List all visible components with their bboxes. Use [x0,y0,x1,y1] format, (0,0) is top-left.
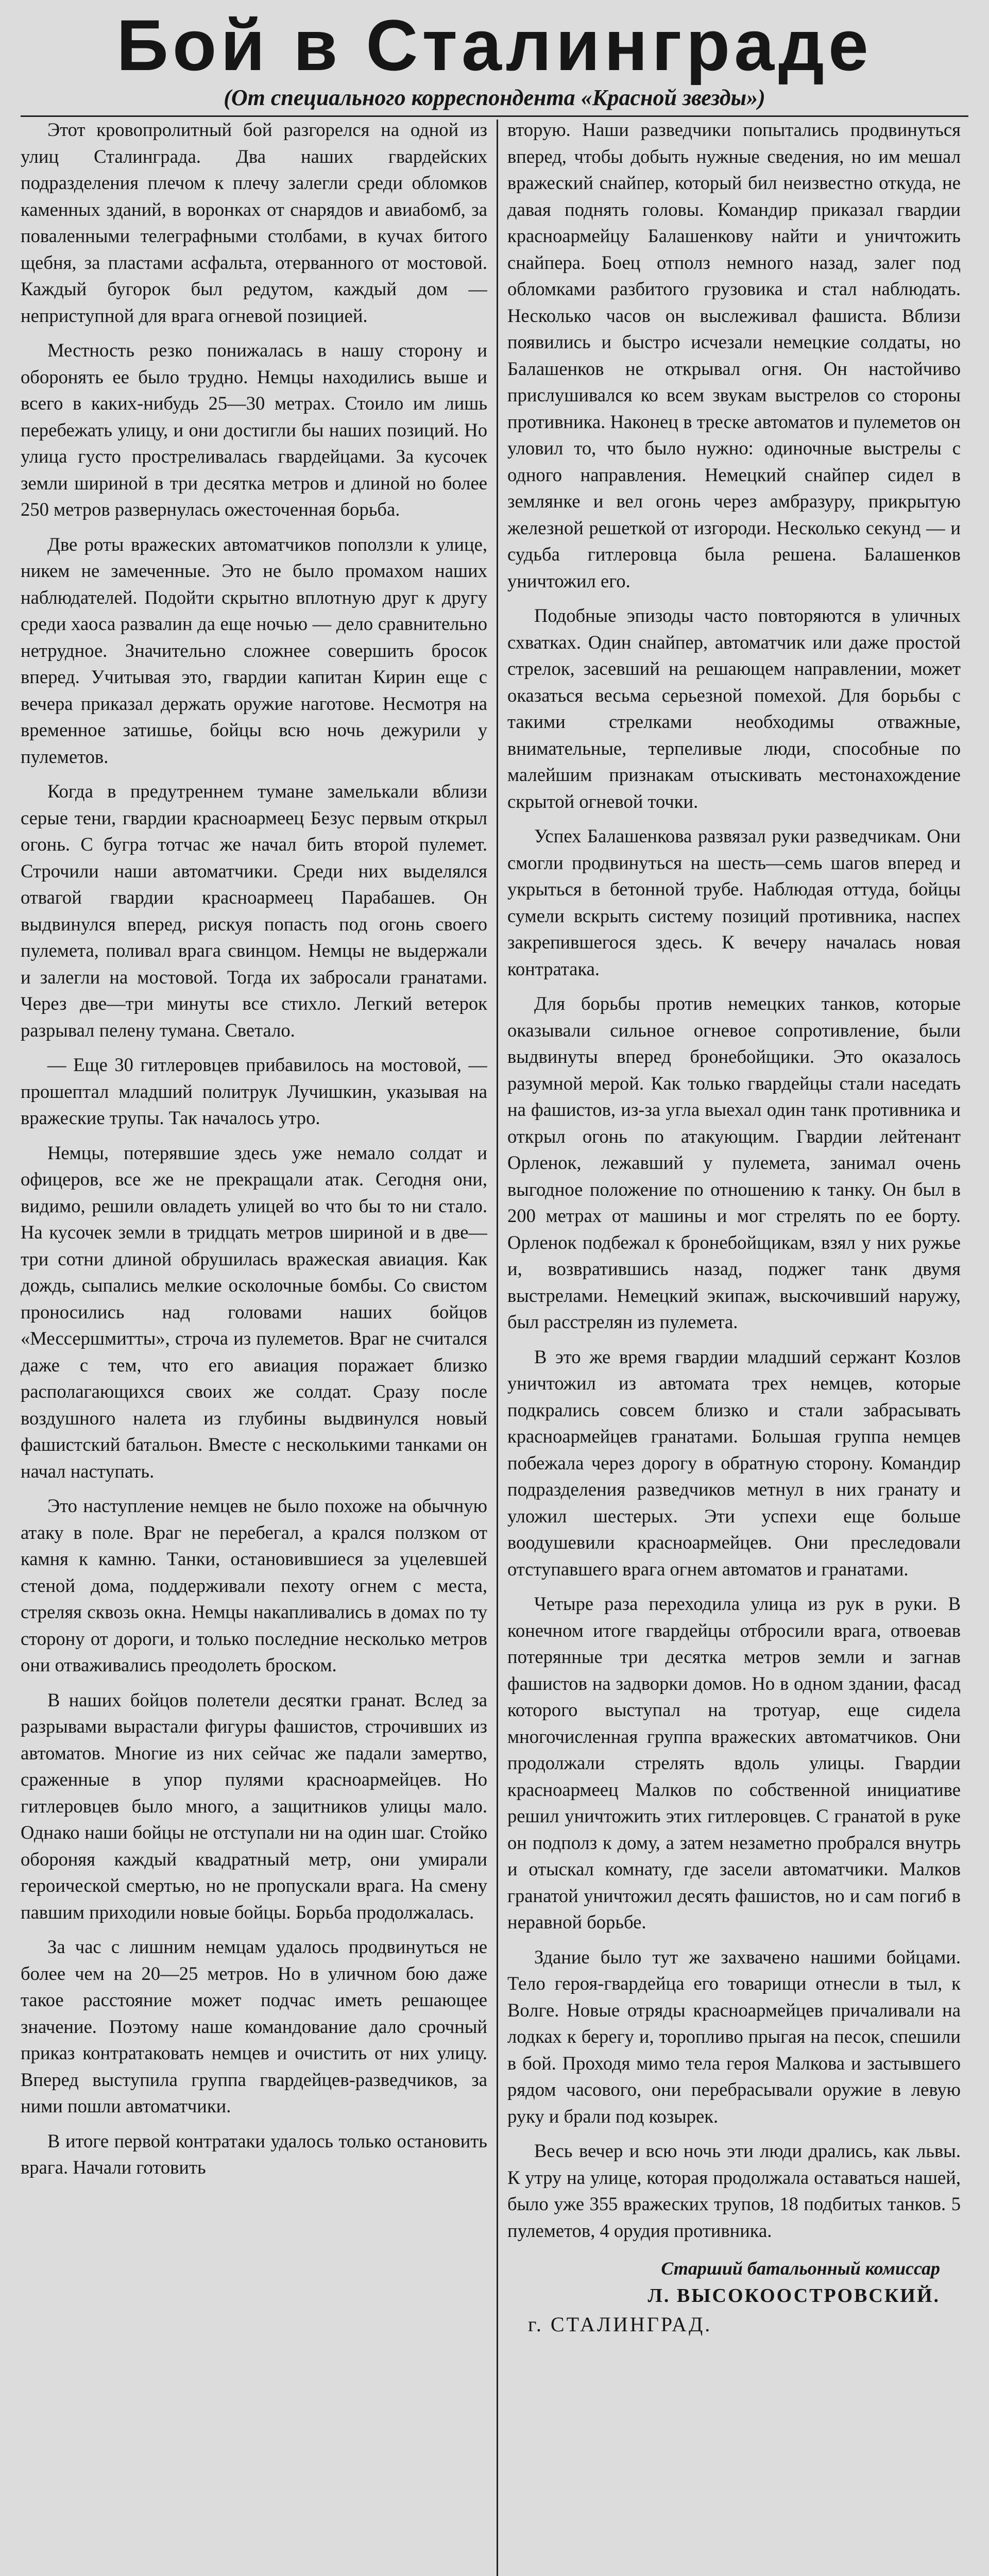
paragraph: Немцы, потерявшие здесь уже немало солдат и офицеров, все же не прекращали атак. Сегодня они, видимо, решили овладеть улицей во что бы то ни стало. На кусочек земли в тридцать метров шириной и в две—три сотни длиной обрушилась вражеская авиация. Как дождь, сыпались мелкие осколочные бомбы. Со свистом проносились над головами наших бойцов «Мессершмитты», строча из пулеметов. Враг не считался даже с тем, что его авиация поражает близко располагающихся своих же солдат. Сразу после воздушного налета из глубины выдвинулся новый фашистский батальон. Вместе с несколькими танками он начал наступать. [21,1142,487,1482]
paragraph: В это же время гвардии младший сержант Козлов уничтожил из автомата трех немцев, которые подкрались совсем близко и стали забрасывать красноармейцев гранатами. Большая группа немцев побежала через дорогу в обратную сторону. Командир подразделения разведчиков метнул в них гранату и уложил шестерых. Эти успехи еще больше воодушевили красноармейцев. Они преследовали отступавшего врага огнем автоматов и гранатами. [507,1346,961,1580]
signature-name: Л. ВЫСОКООСТРОВСКИЙ. [647,2285,940,2307]
paragraph: Для борьбы против немецких танков, которые оказывали сильное огневое сопротивление, были выдвинуты вперед бронебойщики. Это оказалось разумной мерой. Как только гвардейцы стали наседать на фашистов, из-за угла выехал один танк противника и открыл огонь по атакующим. Гвардии лейтенант Орленок, лежавший у пулемета, занимал очень выгодное положение по отношению к танку. Он был в 200 метрах от машины и мог стрелять по ее борту. Орленок подбежал к бронебойщикам, взял у них ружье и, возвратившись назад, поджег танк двумя выстрелами. Немецкий экипаж, выскочивший наружу, был расстрелян из пулемета. [507,993,961,1332]
paragraph: В итоге первой контратаки удалось только остановить врага. Начали готовить [21,2130,487,2178]
paragraph: Успех Балашенкова развязал руки разведчикам. Они смогли продвинуться на шесть—семь шагов вперед и укрыться в бетонной трубе. Наблюдая оттуда, бойцы сумели вскрыть систему позиций противника, наспех закрепившегося здесь. К вечеру началась новая контратака. [507,825,961,979]
paragraph: Подобные эпизоды часто повторяются в уличных схватках. Один снайпер, автоматчик или даже простой стрелок, засевший на решающем направлении, может оказаться весьма серьезной помехой. Для борьбы с такими стрелками необходимы отважные, внимательные, терпеливые люди, способные по малейшим признакам отыскивать местонахождение скрытой огневой точки. [507,605,961,812]
paragraph: Четыре раза переходила улица из рук в руки. В конечном итоге гвардейцы отбросили врага, отвоевав потерянные три десятка метров земли и загнав фашистов на задворки домов. Но в одном здании, фасад которого выступал на тротуар, еще сидела многочисленная группа вражеских автоматчиков. Они продолжали стрелять вдоль улицы. Гвардии красноармеец Малков по собственной инициативе решил уничтожить этих гитлеровцев. С гранатой в руке он подполз к дому, а затем незаметно пробрался внутрь и отыскал комнату, где засели автоматчики. Малков гранатой уничтожил десять фашистов, но и сам погиб в неравной борьбе. [507,1593,961,1933]
article-column-left [21,116,487,2576]
paragraph: Две роты вражеских автоматчиков поползли к улице, никем не замеченные. Это не было промахом наших наблюдателей. Подойти скрытно вплотную друг к другу среди хаоса развалин да еще ночью — дело сравнительно нетрудное. Значительно сложнее совершить бросок вперед. Учитывая это, гвардии капитан Кирин еще с вечера приказал держать оружие наготове. Несмотря на временное затишье, бойцы всю ночь дежурили у пулеметов. [21,533,487,767]
paragraph: Этот кровопролитный бой разгорелся на одной из улиц Сталинграда. Два наших гвардейских подразделения плечом к плечу залегли среди обломков каменных зданий, в воронках от снарядов и авиабомб, за поваленными телеграфными столбами, в кучах битого щебня, за пластами асфальта, отерванного от мостовой. Каждый бугорок был редутом, каждый дом — неприступной для врага огневой позицией. [21,119,487,326]
paragraph: За час с лишним немцам удалось продвинуться не более чем на 20—25 метров. Но в уличном бою даже такое расстояние может подчас иметь решающее значение. Поэтому наше командование дало срочный приказ контратаковать немцев и очистить от них улицу. Вперед выступила группа гвардейцев-разведчиков, за ними пошли автоматчики. [21,1936,487,2116]
signature-block [507,2255,961,2340]
paragraph: Когда в предутреннем тумане замелькали вблизи серые тени, гвардии красноармеец Безус первым открыл огонь. С бугра тотчас же начал бить второй пулемет. Строчили наши автоматчики. Среди них выделялся отвагой гвардии красноармеец Парабашев. Он выдвинулся вперед, рискуя попасть под огонь своего пулемета, поливал врага свинцом. Немцы не выдержали и залегли на мостовой. Тогда их забросали гранатами. Через две—три минуты все стихло. Легкий ветерок разрывал пелену тумана. Светало. [21,781,487,1041]
column-divider [497,120,498,2576]
paragraph: — Еще 30 гитлеровцев прибавилось на мостовой, — прошептал младший политрук Лучишкин, указывая на вражеские трупы. Так началось утро. [21,1054,487,1128]
article-title: Бой в Сталинграде [116,5,873,86]
signature-rank: Старший батальонный комиссар [661,2258,940,2279]
paragraph: Это наступление немцев не было похоже на обычную атаку в поле. Враг не перебегал, а крался ползком от камня к камню. Танки, остановившиеся за уцелевшей стеной дома, поддерживали пехоту огнем с места, стреляя сквозь окна. Немцы накапливались в домах по ту сторону от дороги, и только последние несколько метров они отваживались преодолеть броском. [21,1495,487,1675]
paragraph: Здание было тут же захвачено нашими бойцами. Тело героя-гвардейца его товарищи отнесли в тыл, к Волге. Новые отряды красноармейцев причаливали на лодках к берегу и, торопливо прыгая на песок, спешили в бой. Проходя мимо тела героя Малкова и застывшего рядом часового, они перебрасывали оружие в левую руку и брали под козырек. [507,1946,961,2127]
dateline-place: г. СТАЛИНГРАД. [528,2313,712,2336]
paragraph: В наших бойцов полетели десятки гранат. Вслед за разрывами вырастали фигуры фашистов, строчивших из автоматов. Многие из них сейчас же падали замертво, сраженные в упор пулями красноармейцев. Но гитлеровцев было много, а защитников улицы мало. Однако наши бойцы не отступали ни на один шаг. Стойко обороняя каждый квадратный метр, они умирали героической смертью, но не пропускали врага. На смену павшим приходили новые бойцы. Борьба продолжалась. [21,1689,487,1923]
article-subtitle: (От специального корреспондента «Красной звезды») [224,85,765,110]
paragraph: Местность резко понижалась в нашу сторону и оборонять ее было трудно. Немцы находились выше и всего в каких-нибудь 25—30 метрах. Стоило им лишь перебежать улицу, и они достигли бы наших позиций. Но улица густо простреливалась гвардейцами. За кусочек земли шириной в три десятка метров и длиной но более 250 метров развернулась ожесточенная борьба. [21,340,487,520]
paragraph: вторую. Наши разведчики попытались продвинуться вперед, чтобы добыть нужные сведения, но им мешал вражеский снайпер, который бил неизвестно откуда, не давая поднять головы. Командир приказал гвардии красноармейцу Балашенкову найти и уничтожить снайпера. Боец отполз немного назад, залег под обломками разбитого грузовика и стал наблюдать. Несколько часов он выслеживал фашиста. Вблизи появились и быстро исчезали немецкие солдаты, но Балашенков не открывал огня. Он настойчиво прислушивался ко всем звукам выстрелов со стороны противника. Наконец в треске автоматов и пулеметов он уловил то, что было нужно: одиночные выстрелы с одного направления. Немецкий снайпер сидел в землянке и вел огонь через амбразуру, прикрытую железной решеткой от изгороди. Несколько секунд — и судьба гитлеровца была решена. Балашенков уничтожил его. [507,119,961,591]
article-column-right [507,116,961,2576]
paragraph: Весь вечер и всю ночь эти люди дрались, как львы. К утру на улице, которая продолжала оставаться нашей, было уже 355 вражеских трупов, 18 подбитых танков. 5 пулеметов, 4 орудия противника. [507,2140,961,2241]
